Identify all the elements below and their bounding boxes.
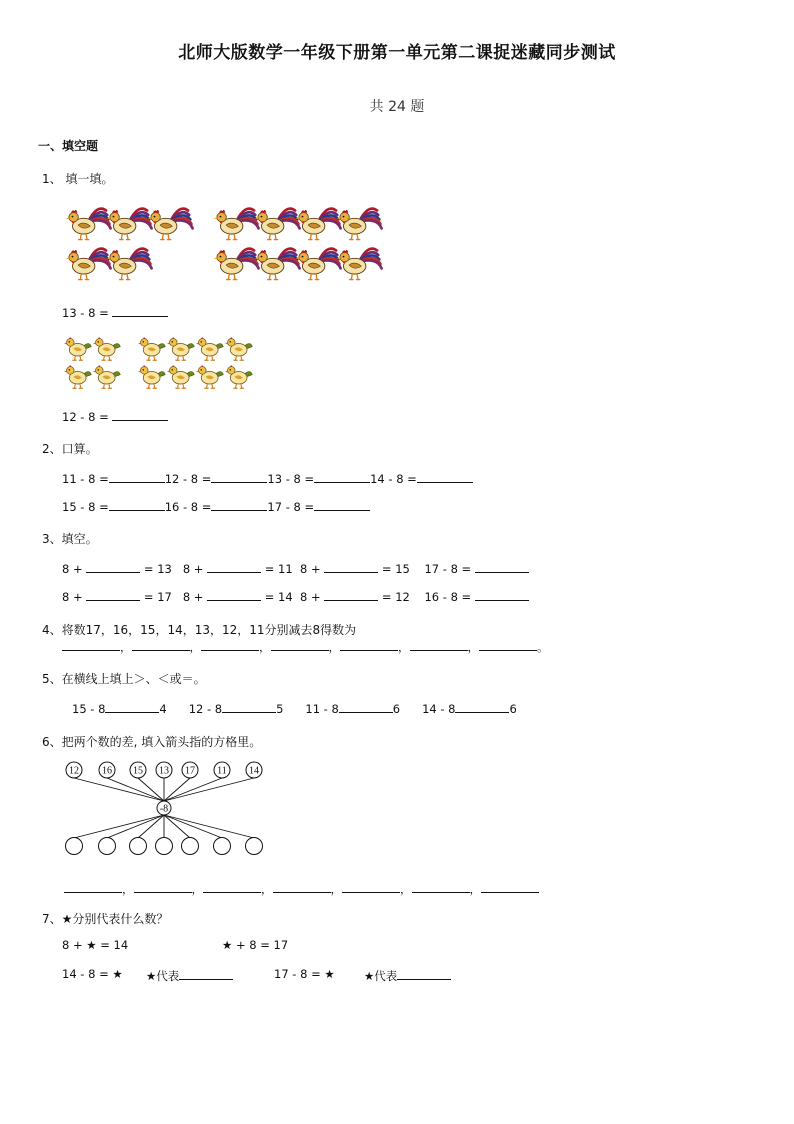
q1-eq1 bbox=[62, 304, 168, 320]
answer-blank[interactable] bbox=[412, 880, 470, 893]
separator: ， bbox=[120, 640, 132, 654]
q7-star-label: ★代表 bbox=[364, 969, 398, 983]
q1-label: 1、 填一填。 bbox=[42, 172, 114, 186]
q3-text: 16 - 8 = bbox=[424, 590, 472, 604]
connector-line bbox=[107, 778, 164, 801]
separator: ， bbox=[400, 882, 412, 896]
q5-expr: 14 - 8 bbox=[422, 702, 456, 716]
chick-icon bbox=[225, 337, 252, 360]
q5-value: 6 bbox=[509, 702, 517, 716]
q3-text: = 11 bbox=[264, 562, 293, 576]
answer-blank[interactable] bbox=[397, 967, 451, 980]
rooster-icon bbox=[107, 209, 152, 240]
q5-label: 5、在横线上填上＞、＜或＝。 bbox=[42, 672, 206, 686]
q3-row1 bbox=[62, 560, 529, 576]
rooster-icon bbox=[337, 249, 382, 280]
q3-row2 bbox=[62, 588, 529, 604]
connector-line bbox=[107, 815, 164, 838]
q2-label: 2、口算。 bbox=[42, 442, 98, 456]
q5-expr: 11 - 8 bbox=[305, 702, 339, 716]
answer-blank[interactable] bbox=[203, 880, 261, 893]
q3-text: 8 + bbox=[182, 590, 204, 604]
rooster-icon bbox=[296, 249, 341, 280]
q6-label: 6、把两个数的差, 填入箭头指的方格里。 bbox=[42, 735, 262, 749]
q5-expr: 12 - 8 bbox=[188, 702, 223, 716]
separator: ， bbox=[261, 882, 273, 896]
answer-blank[interactable] bbox=[109, 498, 165, 511]
q7-eq-a: 8 + ★ = 14 bbox=[62, 938, 129, 952]
q3-text: 8 + bbox=[300, 590, 321, 604]
separator: ， bbox=[398, 640, 410, 654]
answer-circle[interactable] bbox=[156, 838, 173, 855]
answer-blank[interactable] bbox=[222, 700, 276, 713]
number-circle bbox=[246, 762, 262, 778]
q7-label: 7、★分别代表什么数？ bbox=[42, 912, 169, 926]
chick-icon bbox=[196, 365, 223, 388]
number-label: 16 bbox=[102, 765, 112, 777]
q3-text: = 15 bbox=[381, 562, 410, 576]
q3-text: = 14 bbox=[264, 590, 293, 604]
answer-blank[interactable] bbox=[134, 880, 192, 893]
chick-icon bbox=[93, 337, 120, 360]
separator: ， bbox=[122, 882, 134, 896]
rooster-icon bbox=[66, 209, 111, 240]
answer-blank[interactable] bbox=[132, 638, 190, 651]
answer-circle[interactable] bbox=[99, 838, 116, 855]
chick-icon bbox=[138, 337, 165, 360]
number-label: 17 bbox=[185, 765, 195, 777]
q7-star-value-2 bbox=[364, 967, 451, 984]
rooster-group-1 bbox=[60, 202, 380, 282]
answer-blank[interactable] bbox=[64, 880, 122, 893]
q1-eq2-answer-blank[interactable] bbox=[112, 408, 168, 421]
q3-text: = 12 bbox=[381, 590, 410, 604]
chick-icon bbox=[167, 337, 194, 360]
q2-item: 15 - 8 = bbox=[62, 500, 109, 514]
answer-blank[interactable] bbox=[211, 498, 267, 511]
answer-blank[interactable] bbox=[410, 638, 468, 651]
answer-circle[interactable] bbox=[130, 838, 147, 855]
q3-text: 8 + bbox=[62, 562, 83, 576]
q3-text: = 17 bbox=[143, 590, 172, 604]
answer-blank[interactable] bbox=[201, 638, 259, 651]
number-label: 11 bbox=[217, 765, 227, 777]
number-circle bbox=[130, 762, 146, 778]
section-heading: 一、填空题 bbox=[38, 139, 99, 153]
answer-blank[interactable] bbox=[324, 588, 378, 601]
answer-blank[interactable] bbox=[417, 470, 473, 483]
q6-answers bbox=[64, 880, 539, 897]
q7-star-label: ★代表 bbox=[146, 969, 180, 983]
q3-text: 17 - 8 = bbox=[424, 562, 472, 576]
q5-value: 4 bbox=[159, 702, 167, 716]
answer-blank[interactable] bbox=[105, 700, 159, 713]
q7-eq-b: ★ + 8 = 17 bbox=[222, 938, 289, 952]
connector-line bbox=[164, 778, 222, 801]
separator: ， bbox=[259, 640, 271, 654]
answer-blank[interactable] bbox=[179, 967, 233, 980]
answer-blank[interactable] bbox=[86, 588, 140, 601]
answer-blank[interactable] bbox=[271, 638, 329, 651]
number-label: 12 bbox=[69, 765, 79, 777]
rooster-icon bbox=[214, 209, 259, 240]
q3-text: = 13 bbox=[143, 562, 172, 576]
answer-blank[interactable] bbox=[342, 880, 400, 893]
q5-expr: 15 - 8 bbox=[72, 702, 106, 716]
number-label: 15 bbox=[133, 765, 143, 777]
q3-label: 3、填空。 bbox=[42, 532, 98, 546]
q5-value: 5 bbox=[276, 702, 284, 716]
q4-answers bbox=[62, 638, 549, 655]
rooster-icon bbox=[107, 249, 152, 280]
rooster-icon bbox=[337, 209, 382, 240]
number-circle bbox=[99, 762, 115, 778]
q1-eq1-text: 13 - 8 = bbox=[62, 306, 109, 320]
answer-circle[interactable] bbox=[182, 838, 199, 855]
answer-blank[interactable] bbox=[339, 700, 393, 713]
answer-blank[interactable] bbox=[314, 498, 370, 511]
q3-text: 8 + bbox=[182, 562, 204, 576]
rooster-icon bbox=[66, 249, 111, 280]
answer-blank[interactable] bbox=[475, 588, 529, 601]
answer-blank[interactable] bbox=[109, 470, 165, 483]
answer-blank[interactable] bbox=[324, 560, 378, 573]
q2-item: 17 - 8 = bbox=[267, 500, 315, 514]
rooster-icon bbox=[255, 249, 300, 280]
chick-group-2 bbox=[62, 332, 272, 394]
q2-item: 12 - 8 = bbox=[164, 472, 212, 486]
answer-circle[interactable] bbox=[246, 838, 263, 855]
q3-text: 8 + bbox=[300, 562, 321, 576]
minus-eight-node bbox=[157, 801, 171, 815]
answer-blank[interactable] bbox=[479, 638, 537, 651]
q5-value: 6 bbox=[392, 702, 401, 716]
q7-star-value-1 bbox=[146, 967, 233, 984]
rooster-icon bbox=[214, 249, 259, 280]
chick-icon bbox=[196, 337, 223, 360]
answer-blank[interactable] bbox=[62, 638, 120, 651]
q2-row1 bbox=[62, 470, 473, 486]
answer-blank[interactable] bbox=[481, 880, 539, 893]
rooster-icon bbox=[148, 209, 193, 240]
separator: ， bbox=[328, 640, 340, 654]
rooster-icon bbox=[255, 209, 300, 240]
answer-blank[interactable] bbox=[455, 700, 509, 713]
chick-icon bbox=[138, 365, 165, 388]
subtraction-diagram bbox=[60, 758, 280, 862]
separator: ， bbox=[189, 640, 201, 654]
connector-line bbox=[164, 815, 222, 838]
number-circle bbox=[182, 762, 198, 778]
number-label: 14 bbox=[249, 765, 259, 777]
answer-blank[interactable] bbox=[340, 638, 398, 651]
q3-text: 8 + bbox=[62, 590, 83, 604]
q7-eq-c: 14 - 8 = ★ bbox=[62, 967, 123, 981]
separator: ， bbox=[330, 882, 342, 896]
operator-label: -8 bbox=[159, 803, 169, 815]
q2-item: 16 - 8 = bbox=[164, 500, 212, 514]
q4-label: 4、将数17，16，15，14，13，12，11分别减去8得数为 bbox=[42, 623, 357, 637]
q7-eq-d: 17 - 8 = ★ bbox=[274, 967, 335, 981]
chick-icon bbox=[93, 365, 120, 388]
q5-row bbox=[72, 700, 517, 716]
rooster-icon bbox=[296, 209, 341, 240]
number-circle bbox=[156, 762, 172, 778]
answer-blank[interactable] bbox=[86, 560, 140, 573]
q2-item: 13 - 8 = bbox=[267, 472, 315, 486]
q2-item: 14 - 8 = bbox=[370, 472, 417, 486]
answer-blank[interactable] bbox=[314, 470, 370, 483]
q1-eq2-text: 12 - 8 = bbox=[62, 410, 109, 424]
separator: ， bbox=[469, 882, 481, 896]
q1-eq2 bbox=[62, 408, 168, 424]
answer-circle[interactable] bbox=[214, 838, 231, 855]
separator: ， bbox=[467, 640, 479, 654]
q1-eq1-answer-blank[interactable] bbox=[112, 304, 168, 317]
chick-icon bbox=[64, 337, 91, 360]
answer-blank[interactable] bbox=[207, 560, 261, 573]
number-label: 13 bbox=[159, 765, 169, 777]
answer-circle[interactable] bbox=[66, 838, 83, 855]
period: 。 bbox=[537, 640, 549, 654]
chick-icon bbox=[64, 365, 91, 388]
separator: ， bbox=[191, 882, 203, 896]
number-circle bbox=[214, 762, 230, 778]
answer-blank[interactable] bbox=[211, 470, 267, 483]
question-count: 共 24 题 bbox=[369, 99, 425, 115]
answer-blank[interactable] bbox=[207, 588, 261, 601]
q2-item: 11 - 8 = bbox=[62, 472, 109, 486]
answer-blank[interactable] bbox=[273, 880, 331, 893]
page-title: 北师大版数学一年级下册第一单元第二课捉迷藏同步测试 bbox=[178, 43, 616, 63]
answer-blank[interactable] bbox=[475, 560, 529, 573]
q2-row2 bbox=[62, 498, 370, 514]
chick-icon bbox=[167, 365, 194, 388]
number-circle bbox=[66, 762, 82, 778]
chick-icon bbox=[225, 365, 252, 388]
